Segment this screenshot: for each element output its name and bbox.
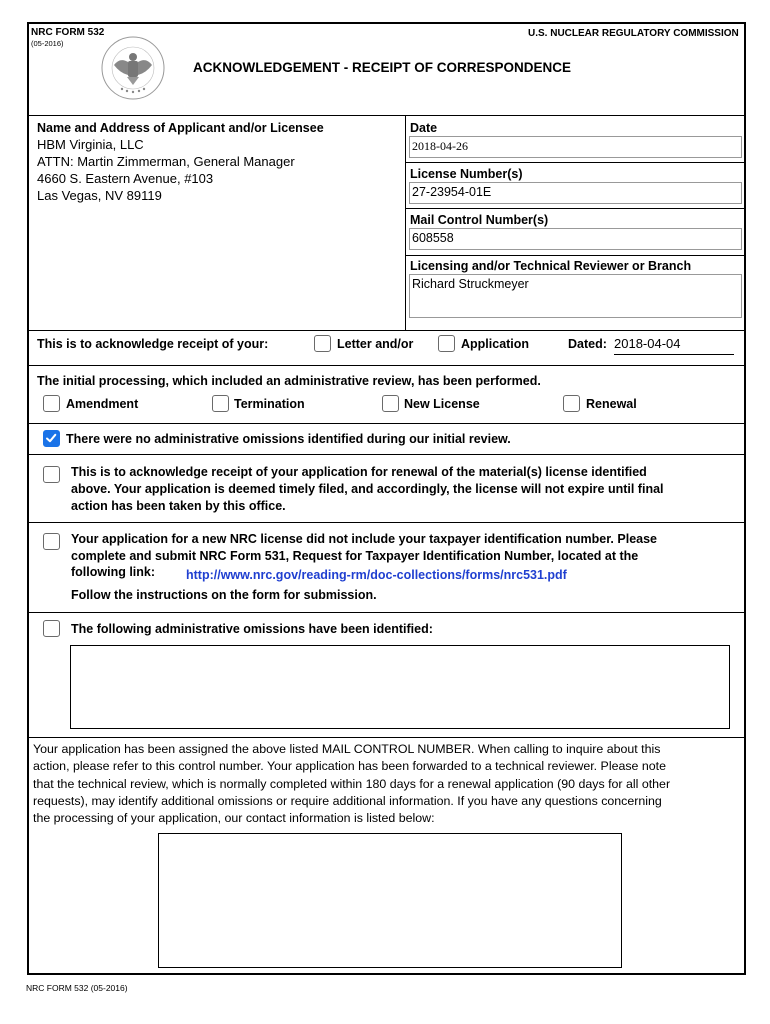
- reviewer-label: Licensing and/or Technical Reviewer or Branch: [410, 259, 692, 273]
- form-date: (05-2016): [31, 39, 64, 48]
- form-number: NRC FORM 532: [31, 27, 105, 38]
- application-checkbox[interactable]: [438, 335, 455, 352]
- letter-checkbox[interactable]: [314, 335, 331, 352]
- taxpayer-checkbox[interactable]: [43, 533, 60, 550]
- termination-checkbox[interactable]: [212, 395, 229, 412]
- no-omissions-checkbox[interactable]: [43, 430, 60, 447]
- taxpayer-link-prefix: following link:: [71, 565, 156, 579]
- omissions-field[interactable]: [70, 645, 730, 729]
- date-field[interactable]: 2018-04-26: [409, 136, 742, 158]
- processing-text: The initial processing, which included an administrative review, has been performed.: [37, 374, 541, 388]
- mail-control-label: Mail Control Number(s): [410, 213, 549, 227]
- date-label: Date: [410, 121, 438, 135]
- new-license-checkbox[interactable]: [382, 395, 399, 412]
- renewal-checkbox[interactable]: [563, 395, 580, 412]
- taxpayer-text: Your application for a new NRC license did not include your taxpayer identification number. Please complete and submit NRC Form 531, Request for Taxpayer Identification Number, located at the: [71, 532, 657, 563]
- applicant-line: HBM Virginia, LLC: [37, 137, 144, 152]
- footer-form-id: NRC FORM 532 (05-2016): [26, 983, 128, 993]
- new-license-label: New License: [404, 397, 480, 411]
- checkmark-icon: [45, 432, 57, 444]
- applicant-line: ATTN: Martin Zimmerman, General Manager: [37, 154, 295, 169]
- letter-label: Letter and/or: [337, 337, 414, 351]
- renewal-ack-checkbox[interactable]: [43, 466, 60, 483]
- mail-control-field[interactable]: 608558: [409, 228, 742, 250]
- application-label: Application: [461, 337, 530, 351]
- omissions-checkbox[interactable]: [43, 620, 60, 637]
- applicant-label: Name and Address of Applicant and/or Licensee: [37, 121, 324, 135]
- receipt-label: This is to acknowledge receipt of your:: [37, 337, 269, 351]
- nrc-seal: [100, 35, 166, 101]
- contact-info-field[interactable]: [158, 833, 622, 968]
- dated-label: Dated:: [568, 337, 607, 351]
- termination-label: Termination: [234, 397, 305, 411]
- applicant-line: Las Vegas, NV 89119: [37, 188, 162, 203]
- amendment-label: Amendment: [66, 397, 139, 411]
- nrc531-link[interactable]: http://www.nrc.gov/reading-rm/doc-collections/forms/nrc531.pdf: [186, 568, 567, 582]
- no-omissions-text: There were no administrative omissions identified during our initial review.: [66, 432, 511, 446]
- amendment-checkbox[interactable]: [43, 395, 60, 412]
- dated-field[interactable]: 2018-04-04: [614, 336, 734, 355]
- license-field[interactable]: 27-23954-01E: [409, 182, 742, 204]
- agency-name: U.S. NUCLEAR REGULATORY COMMISSION: [528, 28, 739, 39]
- omissions-text: The following administrative omissions have been identified:: [71, 622, 433, 636]
- reviewer-field[interactable]: Richard Struckmeyer: [409, 274, 742, 318]
- renewal-ack-text: This is to acknowledge receipt of your application for renewal of the material(s) license identified above. Your application is deemed timely filed, and accordingly, the license will not expire until final action has been taken by this office.: [71, 465, 664, 513]
- form-title: ACKNOWLEDGEMENT - RECEIPT OF CORRESPONDENCE: [193, 60, 572, 75]
- assigned-text: Your application has been assigned the above listed MAIL CONTROL NUMBER. When calling to inquire about this action, please refer to this control number. Your application has been forwarded to a technical reviewer. Please note that the technical review, which is normally completed within 180 days for a renewal application (90 days for all other requests), may identify additional omissions or require additional information. If you have any questions concerning the processing of your application, our contact information is listed below:: [33, 742, 671, 826]
- license-label: License Number(s): [410, 167, 523, 181]
- applicant-line: 4660 S. Eastern Avenue, #103: [37, 171, 214, 186]
- taxpayer-follow-text: Follow the instructions on the form for submission.: [71, 588, 377, 602]
- renewal-label: Renewal: [586, 397, 637, 411]
